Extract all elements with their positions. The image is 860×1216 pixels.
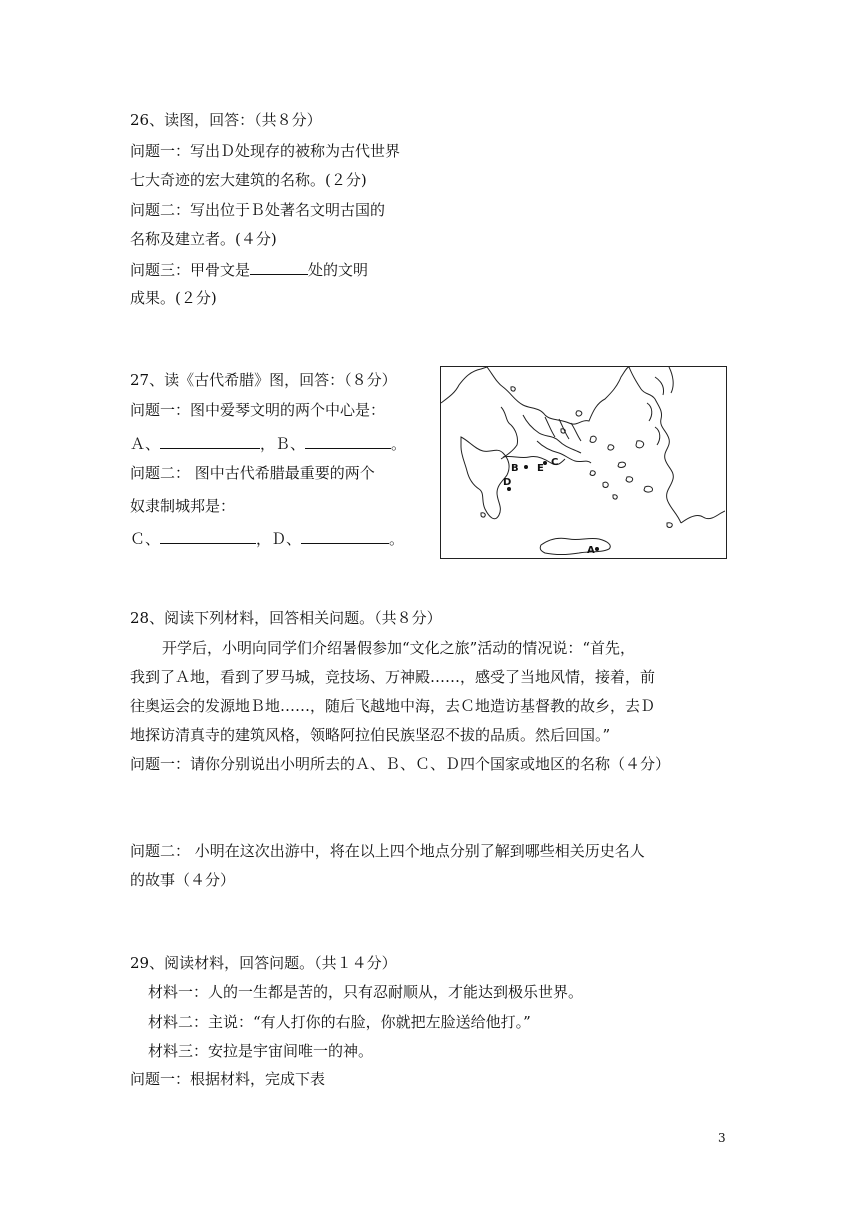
page-number: 3 [718,1131,726,1145]
q29-material3: 材料三：安拉是宇宙间唯一的神。 [148,1042,374,1060]
q29-title: 29、阅读材料，回答问题。（共１４分） [130,954,397,972]
q27-label-b: ，Ｂ、 [260,435,306,453]
q27-end1: 。 [391,435,407,453]
q27-title: 27、读《古代希腊》图，回答：（８分） [130,371,397,389]
map-outline-drawing [441,367,725,557]
map-marker-b [524,465,528,469]
q27-blank-b[interactable] [305,432,391,449]
map-label-a: A [587,545,595,556]
q28-question2-line2: 的故事（４分） [130,871,236,889]
q28-title: 28、阅读下列材料，回答相关问题。（共８分） [130,609,442,627]
q27-blank-c[interactable] [160,527,256,544]
q27-end2: 。 [389,530,405,548]
q28-material-line3: 往奥运会的发源地Ｂ地……，随后飞越地中海，去Ｃ地造访基督教的故乡，去Ｄ [130,697,656,715]
q27-answer-line-ab [130,432,406,455]
q29-question1: 问题一：根据材料，完成下表 [130,1070,326,1088]
q28-material-line4: 地探访清真寺的建筑风格，领略阿拉伯民族坚忍不拔的品质。然后回国。” [130,726,611,744]
q26-question3-prefix: 问题三：甲骨文是 [130,261,251,279]
q27-answer-line-cd [130,527,404,550]
q26-question1-line2: 七大奇迹的宏大建筑的名称。(２分) [130,171,367,189]
q27-question1: 问题一：图中爱琴文明的两个中心是： [130,401,386,419]
q28-material-line2: 我到了Ａ地，看到了罗马城，竞技场、万神殿……，感受了当地风情，接着，前 [130,668,656,686]
q27-label-d: ，Ｄ、 [256,530,302,548]
q26-question2-line2: 名称及建立者。(４分) [130,230,277,248]
q28-question1: 问题一：请你分别说出小明所去的Ａ、Ｂ、Ｃ、Ｄ四个国家或地区的名称（４分） [130,755,671,773]
q27-label-a: Ａ、 [130,435,161,453]
ancient-greece-map [440,366,727,559]
q29-material1: 材料一：人的一生都是苦的，只有忍耐顺从，才能达到极乐世界。 [148,983,584,1001]
q27-question2-line1: 问题二： 图中古代希腊最重要的两个 [130,464,375,482]
q28-material-line1: 开学后，小明向同学们介绍暑假参加“文化之旅”活动的情况说：“首先， [162,639,636,657]
q27-blank-d[interactable] [301,527,389,544]
q26-question3-line1 [130,258,368,281]
q27-blank-a[interactable] [160,432,260,449]
map-label-b: B [511,463,519,474]
q26-question2-line1: 问题二：写出位于Ｂ处著名文明古国的 [130,201,386,219]
q29-material2: 材料二：主说：“有人打你的右脸，你就把左脸送给他打。” [148,1013,531,1031]
map-label-d: D [503,477,512,488]
q26-title: 26、读图，回答：（共８分） [130,111,322,129]
q26-question3-suffix: 处的文明 [308,261,369,279]
q26-question3-line2: 成果。(２分) [130,289,217,307]
q27-question2-line2: 奴隶制城邦是： [130,497,236,515]
map-label-c: C [551,457,559,468]
q26-answer-blank[interactable] [250,258,308,275]
q27-label-c: Ｃ、 [130,530,161,548]
q26-question1-line1: 问题一：写出Ｄ处现存的被称为古代世界 [130,142,401,160]
map-marker-a [595,547,599,551]
map-label-e: E [537,463,544,474]
q28-question2-line1: 问题二： 小明在这次出游中，将在以上四个地点分别了解到哪些相关历史名人 [130,842,645,860]
